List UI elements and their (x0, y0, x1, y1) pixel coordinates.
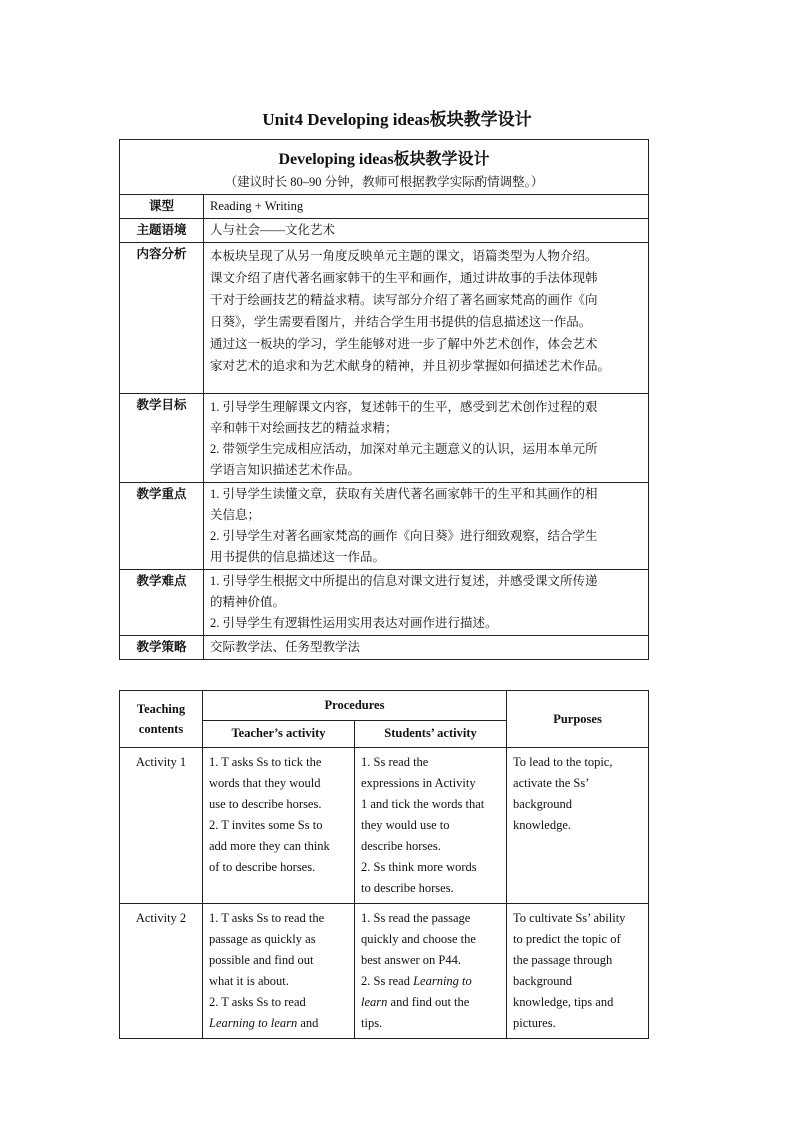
text-line: tips. (361, 1016, 383, 1030)
content-line: 用书提供的信息描述这一作品。 (210, 550, 386, 564)
italic-phrase: Learning to (413, 974, 472, 988)
header-row (120, 691, 649, 721)
content-line: 干对于绘画技艺的精益求精。读写部分介绍了著名画家梵高的画作《向 (210, 293, 598, 307)
page-title: Unit4 Developing ideas板块教学设计 (262, 110, 532, 129)
content-line: 课文介绍了唐代著名画家韩干的生平和画作，通过讲故事的手法体现韩 (210, 271, 598, 285)
text-line: 2. Ss read Learning to (361, 974, 472, 988)
content-line: 交际教学法、任务型教学法 (210, 640, 361, 654)
activity-name: Activity 2 (120, 904, 203, 1039)
row-content (204, 219, 649, 243)
row-content (204, 570, 649, 636)
students-activity (355, 904, 507, 1039)
row-label: 课型 (120, 195, 204, 219)
row-lesson-type (120, 195, 649, 219)
content-line: 通过这一板块的学习，学生能够对进一步了解中外艺术创作，体会艺术 (210, 337, 598, 351)
row-label: 教学目标 (120, 394, 204, 483)
row-label: 教学策略 (120, 636, 204, 660)
plan-note-row (120, 172, 649, 195)
row-content-analysis (120, 243, 649, 394)
teacher-activity (203, 748, 355, 904)
text-line: 2. T asks Ss to read (209, 995, 306, 1009)
row-content (204, 636, 649, 660)
text-line: 1. Ss read the (361, 755, 429, 769)
row-content (204, 243, 649, 394)
content-line: 本板块呈现了从另一角度反映单元主题的课文，语篇类型为人物介绍。 (210, 249, 598, 263)
content-line: 1. 引导学生根据文中所提出的信息对课文进行复述，并感受课文所传递 (210, 574, 598, 588)
text-line: pictures. (513, 1016, 556, 1030)
lesson-plan-table (119, 139, 649, 660)
content-line: 的精神价值。 (210, 595, 286, 609)
italic-phrase: Learning to learn (209, 1016, 298, 1030)
teacher-activity-header: Teacher’s activity (203, 721, 355, 748)
activity-row (120, 748, 649, 904)
row-content (204, 195, 649, 219)
students-activity-header: Students’ activity (355, 721, 507, 748)
row-label: 主题语境 (120, 219, 204, 243)
text-line: best answer on P44. (361, 953, 461, 967)
teacher-activity (203, 904, 355, 1039)
activity-name: Activity 1 (120, 748, 203, 904)
purposes (507, 904, 649, 1039)
row-label: 教学重点 (120, 483, 204, 570)
text-line: to predict the topic of (513, 932, 621, 946)
text-line: the passage through (513, 953, 613, 967)
content-line: 人与社会——文化艺术 (210, 223, 336, 237)
row-content (204, 483, 649, 570)
text-line: 1 and tick the words that (361, 797, 485, 811)
procedures-table (119, 690, 649, 1039)
text-line: words that they would (209, 776, 321, 790)
text-line: quickly and choose the (361, 932, 476, 946)
content-line: 1. 引导学生读懂文章，获取有关唐代著名画家韩干的生平和其画作的相 (210, 487, 598, 501)
text-line: To cultivate Ss’ ability (513, 911, 626, 925)
text-line: To lead to the topic, (513, 755, 613, 769)
activity-row (120, 904, 649, 1039)
text-line: knowledge, tips and (513, 995, 614, 1009)
text-line: of to describe horses. (209, 860, 316, 874)
purposes-header: Purposes (507, 691, 649, 748)
text-line: 2. Ss think more words (361, 860, 477, 874)
students-activity (355, 748, 507, 904)
content-line: 2. 引导学生有逻辑性运用实用表达对画作进行描述。 (210, 616, 498, 630)
text-line: expressions in Activity (361, 776, 476, 790)
text-line: 1. Ss read the passage (361, 911, 471, 925)
content-line: 1. 引导学生理解课文内容，复述韩干的生平，感受到艺术创作过程的艰 (210, 400, 598, 414)
text-line: activate the Ss’ (513, 776, 590, 790)
content-line: 辛和韩干对绘画技艺的精益求精； (210, 421, 398, 435)
text-line: they would use to (361, 818, 450, 832)
text-line: background (513, 974, 573, 988)
content-line: Reading + Writing (210, 199, 304, 213)
plan-title: Developing ideas板块教学设计 (120, 140, 649, 173)
teaching-contents-header (120, 691, 203, 748)
purposes (507, 748, 649, 904)
text-line: learn and find out the (361, 995, 470, 1009)
text-line: 1. T asks Ss to read the (209, 911, 325, 925)
row-label: 内容分析 (120, 243, 204, 394)
procedures-header: Procedures (203, 691, 507, 721)
italic-phrase: learn (361, 995, 388, 1009)
content-line: 2. 引导学生对著名画家梵高的画作《向日葵》进行细致观察，结合学生 (210, 529, 598, 543)
text-line: to describe horses. (361, 881, 454, 895)
row-label: 教学难点 (120, 570, 204, 636)
text-line: what it is about. (209, 974, 289, 988)
header-line: contents (138, 722, 184, 736)
text-line: passage as quickly as (209, 932, 316, 946)
row-content (204, 394, 649, 483)
row-theme-context (120, 219, 649, 243)
content-line: 日葵》，学生需要看图片，并结合学生用书提供的信息描述这一作品。 (210, 315, 592, 329)
text-line: knowledge. (513, 818, 571, 832)
header-line: Teaching (136, 702, 186, 716)
content-line: 学语言知识描述艺术作品。 (210, 463, 361, 477)
row-teaching-strategies (120, 636, 649, 660)
row-teaching-objectives (120, 394, 649, 483)
content-line: 家对艺术的追求和为艺术献身的精神，并且初步掌握如何描述艺术作品。 (210, 359, 611, 373)
plan-title-row (120, 140, 649, 173)
text-line: 1. T asks Ss to tick the (209, 755, 322, 769)
text-line: 2. T invites some Ss to (209, 818, 323, 832)
text-line: possible and find out (209, 953, 314, 967)
text-line: Learning to learn and (209, 1016, 319, 1030)
text-line: background (513, 797, 573, 811)
plan-duration-note: （建议时长 80–90 分钟，教师可根据教学实际酌情调整。） (120, 172, 649, 195)
content-line: 关信息； (210, 508, 261, 522)
text-line: use to describe horses. (209, 797, 322, 811)
row-key-points (120, 483, 649, 570)
row-difficult-points (120, 570, 649, 636)
content-line: 2. 带领学生完成相应活动，加深对单元主题意义的认识，运用本单元所 (210, 442, 598, 456)
text-line: describe horses. (361, 839, 441, 853)
text-line: add more they can think (209, 839, 330, 853)
